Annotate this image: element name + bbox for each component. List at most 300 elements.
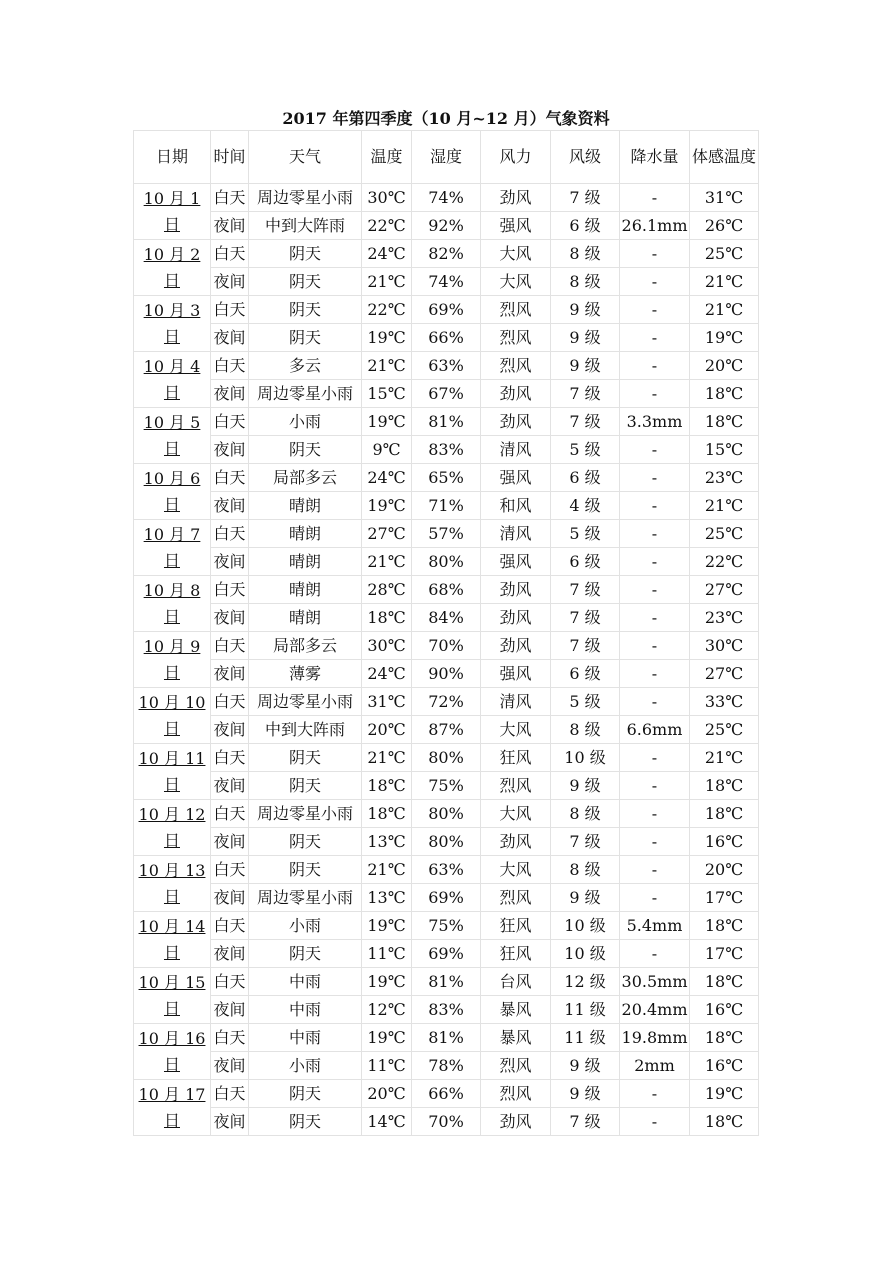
precipitation-cell: - <box>620 184 690 212</box>
temperature-cell: 21℃ <box>362 268 412 296</box>
wind-force-cell: 和风 <box>481 492 551 520</box>
wind-force-cell: 烈风 <box>481 1080 551 1108</box>
weather-cell: 阴天 <box>249 436 362 464</box>
humidity-cell: 69% <box>412 940 481 968</box>
feels-like-cell: 17℃ <box>690 940 759 968</box>
time-cell: 夜间 <box>211 772 249 800</box>
date-cell <box>134 1024 211 1080</box>
header-date: 日期 <box>134 131 211 184</box>
wind-level-cell: 11 级 <box>551 1024 620 1052</box>
header-row <box>134 131 759 184</box>
weather-cell: 阴天 <box>249 940 362 968</box>
humidity-cell: 80% <box>412 548 481 576</box>
wind-level-cell: 7 级 <box>551 632 620 660</box>
table-row <box>134 296 759 324</box>
temperature-cell: 13℃ <box>362 828 412 856</box>
humidity-cell: 66% <box>412 1080 481 1108</box>
precipitation-cell: 20.4mm <box>620 996 690 1024</box>
time-cell: 白天 <box>211 1024 249 1052</box>
humidity-cell: 81% <box>412 1024 481 1052</box>
precipitation-cell: - <box>620 688 690 716</box>
weather-table <box>133 130 759 1136</box>
wind-force-cell: 烈风 <box>481 324 551 352</box>
precipitation-cell: - <box>620 464 690 492</box>
precipitation-cell: 3.3mm <box>620 408 690 436</box>
header-weather: 天气 <box>249 131 362 184</box>
date-label: 10 月 17 日 <box>138 1084 206 1130</box>
wind-force-cell: 大风 <box>481 800 551 828</box>
temperature-cell: 28℃ <box>362 576 412 604</box>
feels-like-cell: 18℃ <box>690 968 759 996</box>
table-row <box>134 1080 759 1108</box>
temperature-cell: 20℃ <box>362 1080 412 1108</box>
date-cell <box>134 520 211 576</box>
header-precipitation: 降水量 <box>620 131 690 184</box>
time-cell: 白天 <box>211 576 249 604</box>
wind-force-cell: 台风 <box>481 968 551 996</box>
date-label: 10 月 1 日 <box>143 188 201 234</box>
time-cell: 白天 <box>211 464 249 492</box>
table-row <box>134 800 759 828</box>
table-row <box>134 1052 759 1080</box>
wind-force-cell: 劲风 <box>481 828 551 856</box>
time-cell: 夜间 <box>211 716 249 744</box>
table-row <box>134 548 759 576</box>
table-body <box>134 184 759 1136</box>
feels-like-cell: 18℃ <box>690 800 759 828</box>
feels-like-cell: 25℃ <box>690 520 759 548</box>
time-cell: 白天 <box>211 296 249 324</box>
table-row <box>134 240 759 268</box>
weather-cell: 小雨 <box>249 912 362 940</box>
date-label: 10 月 14 日 <box>138 916 206 962</box>
weather-cell: 晴朗 <box>249 548 362 576</box>
precipitation-cell: - <box>620 436 690 464</box>
feels-like-cell: 30℃ <box>690 632 759 660</box>
wind-force-cell: 烈风 <box>481 772 551 800</box>
temperature-cell: 18℃ <box>362 604 412 632</box>
time-cell: 夜间 <box>211 660 249 688</box>
precipitation-cell: - <box>620 940 690 968</box>
date-label: 10 月 8 日 <box>143 580 201 626</box>
temperature-cell: 21℃ <box>362 548 412 576</box>
temperature-cell: 30℃ <box>362 184 412 212</box>
humidity-cell: 70% <box>412 632 481 660</box>
weather-cell: 局部多云 <box>249 632 362 660</box>
table-row <box>134 1108 759 1136</box>
time-cell: 夜间 <box>211 1052 249 1080</box>
weather-cell: 阴天 <box>249 856 362 884</box>
date-cell <box>134 632 211 688</box>
wind-level-cell: 7 级 <box>551 604 620 632</box>
wind-force-cell: 劲风 <box>481 1108 551 1136</box>
feels-like-cell: 22℃ <box>690 548 759 576</box>
wind-force-cell: 大风 <box>481 240 551 268</box>
wind-level-cell: 9 级 <box>551 884 620 912</box>
date-label: 10 月 9 日 <box>143 636 201 682</box>
table-row <box>134 772 759 800</box>
wind-level-cell: 6 级 <box>551 464 620 492</box>
wind-level-cell: 9 级 <box>551 352 620 380</box>
humidity-cell: 90% <box>412 660 481 688</box>
wind-level-cell: 10 级 <box>551 744 620 772</box>
time-cell: 白天 <box>211 240 249 268</box>
date-label: 10 月 16 日 <box>138 1028 206 1074</box>
wind-force-cell: 烈风 <box>481 1052 551 1080</box>
temperature-cell: 19℃ <box>362 912 412 940</box>
precipitation-cell: - <box>620 492 690 520</box>
wind-level-cell: 9 级 <box>551 1080 620 1108</box>
time-cell: 白天 <box>211 520 249 548</box>
table-row <box>134 716 759 744</box>
table-row <box>134 184 759 212</box>
humidity-cell: 68% <box>412 576 481 604</box>
weather-cell: 晴朗 <box>249 492 362 520</box>
wind-force-cell: 清风 <box>481 436 551 464</box>
wind-level-cell: 7 级 <box>551 380 620 408</box>
date-label: 10 月 12 日 <box>138 804 206 850</box>
date-cell <box>134 856 211 912</box>
time-cell: 夜间 <box>211 212 249 240</box>
wind-force-cell: 狂风 <box>481 940 551 968</box>
precipitation-cell: 30.5mm <box>620 968 690 996</box>
date-cell <box>134 576 211 632</box>
temperature-cell: 18℃ <box>362 772 412 800</box>
weather-cell: 阴天 <box>249 1108 362 1136</box>
table-row <box>134 968 759 996</box>
wind-level-cell: 9 级 <box>551 324 620 352</box>
time-cell: 白天 <box>211 856 249 884</box>
time-cell: 白天 <box>211 744 249 772</box>
wind-level-cell: 6 级 <box>551 212 620 240</box>
wind-force-cell: 强风 <box>481 660 551 688</box>
temperature-cell: 21℃ <box>362 352 412 380</box>
wind-force-cell: 劲风 <box>481 380 551 408</box>
date-label: 10 月 4 日 <box>143 356 201 402</box>
wind-force-cell: 大风 <box>481 856 551 884</box>
table-row <box>134 604 759 632</box>
weather-cell: 薄雾 <box>249 660 362 688</box>
header-feels-like: 体感温度 <box>690 131 759 184</box>
time-cell: 夜间 <box>211 324 249 352</box>
date-label: 10 月 2 日 <box>143 244 201 290</box>
precipitation-cell: - <box>620 576 690 604</box>
temperature-cell: 21℃ <box>362 856 412 884</box>
time-cell: 夜间 <box>211 268 249 296</box>
feels-like-cell: 18℃ <box>690 380 759 408</box>
precipitation-cell: 19.8mm <box>620 1024 690 1052</box>
feels-like-cell: 21℃ <box>690 744 759 772</box>
feels-like-cell: 31℃ <box>690 184 759 212</box>
humidity-cell: 92% <box>412 212 481 240</box>
humidity-cell: 69% <box>412 884 481 912</box>
precipitation-cell: - <box>620 1108 690 1136</box>
wind-force-cell: 劲风 <box>481 632 551 660</box>
feels-like-cell: 27℃ <box>690 576 759 604</box>
humidity-cell: 83% <box>412 996 481 1024</box>
feels-like-cell: 18℃ <box>690 772 759 800</box>
wind-force-cell: 强风 <box>481 464 551 492</box>
temperature-cell: 20℃ <box>362 716 412 744</box>
wind-level-cell: 9 级 <box>551 772 620 800</box>
humidity-cell: 84% <box>412 604 481 632</box>
date-label: 10 月 15 日 <box>138 972 206 1018</box>
feels-like-cell: 20℃ <box>690 856 759 884</box>
wind-level-cell: 11 级 <box>551 996 620 1024</box>
time-cell: 夜间 <box>211 940 249 968</box>
table-row <box>134 352 759 380</box>
weather-cell: 晴朗 <box>249 576 362 604</box>
precipitation-cell: - <box>620 380 690 408</box>
document-title: 2017 年第四季度（10 月~12 月）气象资料 <box>282 109 610 128</box>
temperature-cell: 11℃ <box>362 1052 412 1080</box>
temperature-cell: 19℃ <box>362 324 412 352</box>
feels-like-cell: 19℃ <box>690 1080 759 1108</box>
wind-level-cell: 7 级 <box>551 576 620 604</box>
time-cell: 白天 <box>211 688 249 716</box>
date-cell <box>134 408 211 464</box>
table-row <box>134 268 759 296</box>
temperature-cell: 19℃ <box>362 1024 412 1052</box>
time-cell: 夜间 <box>211 1108 249 1136</box>
wind-level-cell: 7 级 <box>551 828 620 856</box>
weather-cell: 阴天 <box>249 296 362 324</box>
time-cell: 夜间 <box>211 996 249 1024</box>
table-row <box>134 884 759 912</box>
precipitation-cell: - <box>620 604 690 632</box>
humidity-cell: 82% <box>412 240 481 268</box>
date-cell <box>134 744 211 800</box>
date-cell <box>134 912 211 968</box>
weather-cell: 小雨 <box>249 408 362 436</box>
time-cell: 夜间 <box>211 548 249 576</box>
table-row <box>134 324 759 352</box>
humidity-cell: 63% <box>412 352 481 380</box>
feels-like-cell: 33℃ <box>690 688 759 716</box>
wind-level-cell: 7 级 <box>551 408 620 436</box>
humidity-cell: 70% <box>412 1108 481 1136</box>
humidity-cell: 63% <box>412 856 481 884</box>
time-cell: 白天 <box>211 968 249 996</box>
table-row <box>134 744 759 772</box>
weather-cell: 中雨 <box>249 968 362 996</box>
precipitation-cell: - <box>620 324 690 352</box>
wind-force-cell: 劲风 <box>481 576 551 604</box>
time-cell: 夜间 <box>211 380 249 408</box>
time-cell: 白天 <box>211 632 249 660</box>
weather-cell: 中到大阵雨 <box>249 212 362 240</box>
temperature-cell: 12℃ <box>362 996 412 1024</box>
feels-like-cell: 15℃ <box>690 436 759 464</box>
weather-cell: 阴天 <box>249 268 362 296</box>
wind-force-cell: 强风 <box>481 212 551 240</box>
feels-like-cell: 27℃ <box>690 660 759 688</box>
time-cell: 夜间 <box>211 604 249 632</box>
table-row <box>134 632 759 660</box>
wind-force-cell: 暴风 <box>481 996 551 1024</box>
humidity-cell: 80% <box>412 744 481 772</box>
table-row <box>134 996 759 1024</box>
date-cell <box>134 240 211 296</box>
humidity-cell: 81% <box>412 408 481 436</box>
feels-like-cell: 21℃ <box>690 492 759 520</box>
temperature-cell: 18℃ <box>362 800 412 828</box>
humidity-cell: 72% <box>412 688 481 716</box>
temperature-cell: 24℃ <box>362 464 412 492</box>
precipitation-cell: - <box>620 856 690 884</box>
weather-cell: 阴天 <box>249 772 362 800</box>
weather-cell: 晴朗 <box>249 520 362 548</box>
time-cell: 白天 <box>211 184 249 212</box>
precipitation-cell: - <box>620 268 690 296</box>
feels-like-cell: 23℃ <box>690 464 759 492</box>
header-wind-level: 风级 <box>551 131 620 184</box>
precipitation-cell: - <box>620 660 690 688</box>
feels-like-cell: 16℃ <box>690 828 759 856</box>
table-row <box>134 464 759 492</box>
humidity-cell: 66% <box>412 324 481 352</box>
temperature-cell: 31℃ <box>362 688 412 716</box>
wind-force-cell: 清风 <box>481 688 551 716</box>
precipitation-cell: - <box>620 520 690 548</box>
precipitation-cell: - <box>620 352 690 380</box>
precipitation-cell: 2mm <box>620 1052 690 1080</box>
wind-force-cell: 劲风 <box>481 604 551 632</box>
date-label: 10 月 11 日 <box>138 748 206 794</box>
feels-like-cell: 16℃ <box>690 1052 759 1080</box>
wind-force-cell: 强风 <box>481 548 551 576</box>
precipitation-cell: - <box>620 296 690 324</box>
wind-level-cell: 8 级 <box>551 240 620 268</box>
weather-cell: 局部多云 <box>249 464 362 492</box>
precipitation-cell: - <box>620 744 690 772</box>
weather-cell: 周边零星小雨 <box>249 380 362 408</box>
feels-like-cell: 16℃ <box>690 996 759 1024</box>
wind-force-cell: 狂风 <box>481 912 551 940</box>
weather-cell: 阴天 <box>249 744 362 772</box>
weather-cell: 周边零星小雨 <box>249 688 362 716</box>
wind-level-cell: 8 级 <box>551 856 620 884</box>
precipitation-cell: - <box>620 772 690 800</box>
humidity-cell: 65% <box>412 464 481 492</box>
weather-cell: 阴天 <box>249 828 362 856</box>
table-row <box>134 408 759 436</box>
precipitation-cell: - <box>620 828 690 856</box>
wind-force-cell: 清风 <box>481 520 551 548</box>
temperature-cell: 22℃ <box>362 296 412 324</box>
humidity-cell: 74% <box>412 184 481 212</box>
time-cell: 夜间 <box>211 828 249 856</box>
precipitation-cell: - <box>620 884 690 912</box>
humidity-cell: 80% <box>412 800 481 828</box>
feels-like-cell: 19℃ <box>690 324 759 352</box>
feels-like-cell: 18℃ <box>690 1024 759 1052</box>
table-row <box>134 856 759 884</box>
precipitation-cell: 26.1mm <box>620 212 690 240</box>
feels-like-cell: 26℃ <box>690 212 759 240</box>
table-row <box>134 828 759 856</box>
temperature-cell: 19℃ <box>362 408 412 436</box>
date-cell <box>134 688 211 744</box>
feels-like-cell: 21℃ <box>690 296 759 324</box>
temperature-cell: 11℃ <box>362 940 412 968</box>
wind-level-cell: 8 级 <box>551 800 620 828</box>
wind-force-cell: 狂风 <box>481 744 551 772</box>
feels-like-cell: 25℃ <box>690 240 759 268</box>
humidity-cell: 75% <box>412 912 481 940</box>
weather-cell: 多云 <box>249 352 362 380</box>
wind-level-cell: 6 级 <box>551 660 620 688</box>
time-cell: 夜间 <box>211 436 249 464</box>
temperature-cell: 27℃ <box>362 520 412 548</box>
time-cell: 白天 <box>211 1080 249 1108</box>
humidity-cell: 87% <box>412 716 481 744</box>
feels-like-cell: 18℃ <box>690 408 759 436</box>
table-row <box>134 520 759 548</box>
date-cell <box>134 352 211 408</box>
feels-like-cell: 20℃ <box>690 352 759 380</box>
table-row <box>134 576 759 604</box>
date-label: 10 月 10 日 <box>138 692 206 738</box>
weather-cell: 小雨 <box>249 1052 362 1080</box>
time-cell: 夜间 <box>211 884 249 912</box>
precipitation-cell: - <box>620 240 690 268</box>
table-row <box>134 436 759 464</box>
weather-cell: 阴天 <box>249 324 362 352</box>
humidity-cell: 78% <box>412 1052 481 1080</box>
date-label: 10 月 3 日 <box>143 300 201 346</box>
precipitation-cell: - <box>620 632 690 660</box>
date-cell <box>134 296 211 352</box>
wind-level-cell: 9 级 <box>551 296 620 324</box>
wind-level-cell: 5 级 <box>551 688 620 716</box>
temperature-cell: 21℃ <box>362 744 412 772</box>
date-cell <box>134 800 211 856</box>
temperature-cell: 22℃ <box>362 212 412 240</box>
feels-like-cell: 18℃ <box>690 912 759 940</box>
weather-cell: 中到大阵雨 <box>249 716 362 744</box>
precipitation-cell: 5.4mm <box>620 912 690 940</box>
wind-level-cell: 12 级 <box>551 968 620 996</box>
table-row <box>134 912 759 940</box>
temperature-cell: 24℃ <box>362 660 412 688</box>
wind-level-cell: 4 级 <box>551 492 620 520</box>
humidity-cell: 57% <box>412 520 481 548</box>
wind-level-cell: 7 级 <box>551 1108 620 1136</box>
header-wind-force: 风力 <box>481 131 551 184</box>
wind-force-cell: 大风 <box>481 268 551 296</box>
humidity-cell: 75% <box>412 772 481 800</box>
wind-level-cell: 10 级 <box>551 912 620 940</box>
date-label: 10 月 13 日 <box>138 860 206 906</box>
weather-cell: 阴天 <box>249 1080 362 1108</box>
table-row <box>134 380 759 408</box>
weather-cell: 周边零星小雨 <box>249 800 362 828</box>
date-cell <box>134 184 211 240</box>
temperature-cell: 13℃ <box>362 884 412 912</box>
table-row <box>134 492 759 520</box>
wind-force-cell: 劲风 <box>481 408 551 436</box>
table-row <box>134 1024 759 1052</box>
humidity-cell: 67% <box>412 380 481 408</box>
humidity-cell: 80% <box>412 828 481 856</box>
humidity-cell: 74% <box>412 268 481 296</box>
feels-like-cell: 23℃ <box>690 604 759 632</box>
weather-cell: 阴天 <box>249 240 362 268</box>
date-label: 10 月 5 日 <box>143 412 201 458</box>
header-temperature: 温度 <box>362 131 412 184</box>
date-label: 10 月 7 日 <box>143 524 201 570</box>
